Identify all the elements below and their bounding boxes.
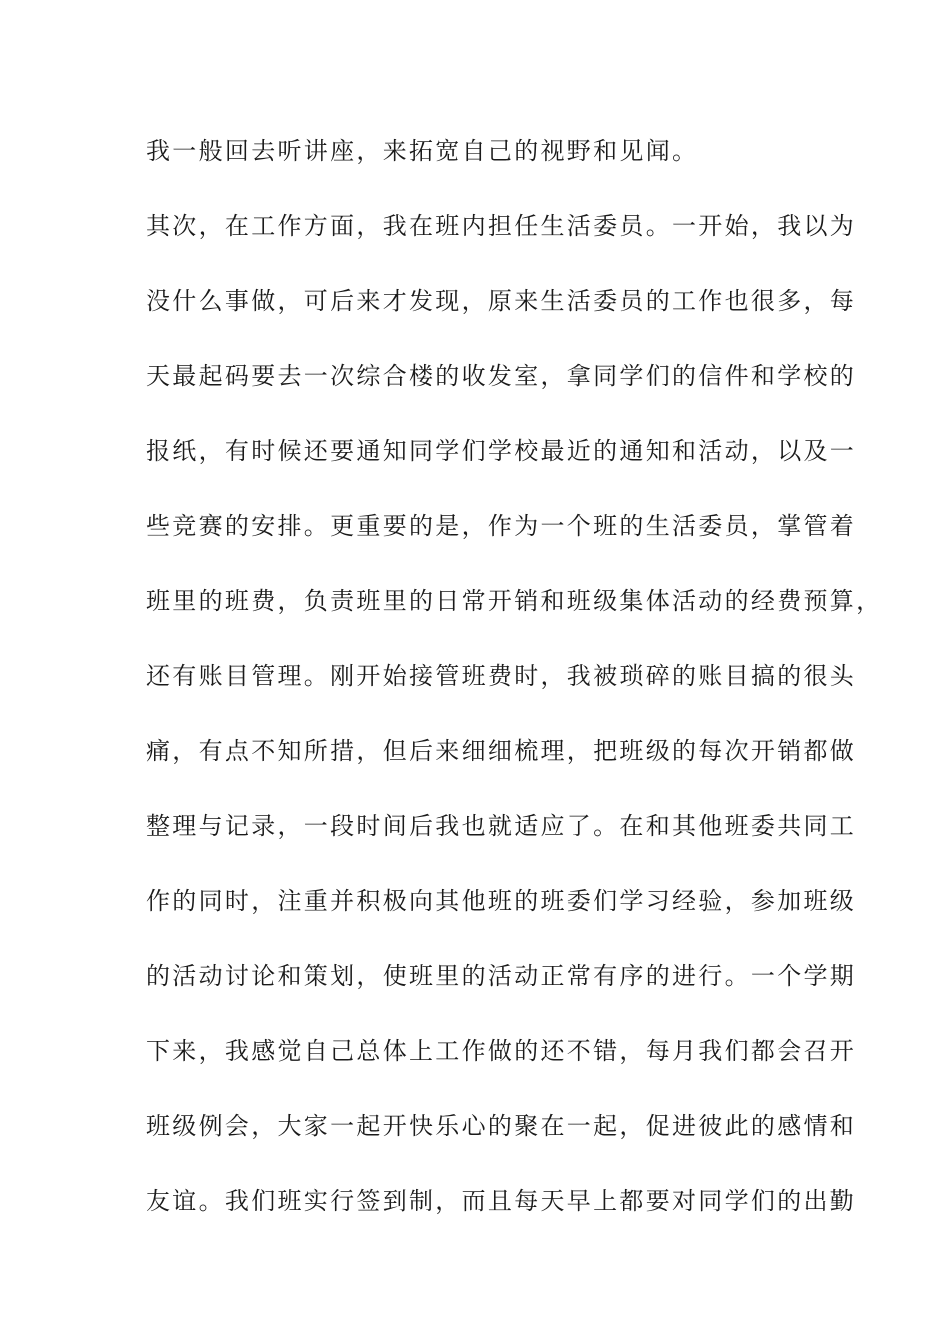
text-line: 其次，在工作方面，我在班内担任生活委员。一开始，我以为 [146,212,857,240]
text-line: 天最起码要去一次综合楼的收发室，拿同学们的信件和学校的 [146,362,857,390]
text-line: 没什么事做，可后来才发现，原来生活委员的工作也很多，每 [146,287,857,315]
text-line: 班里的班费，负责班里的日常开销和班级集体活动的经费预算， [146,587,883,615]
text-line: 作的同时，注重并积极向其他班的班委们学习经验，参加班级 [146,887,857,915]
text-line: 班级例会，大家一起开快乐心的聚在一起，促进彼此的感情和 [146,1112,857,1140]
text-line: 些竞赛的安排。更重要的是，作为一个班的生活委员，掌管着 [146,512,857,540]
text-line: 的活动讨论和策划，使班里的活动正常有序的进行。一个学期 [146,962,857,990]
text-line: 整理与记录，一段时间后我也就适应了。在和其他班委共同工 [146,812,857,840]
text-line: 友谊。我们班实行签到制，而且每天早上都要对同学们的出勤 [146,1187,857,1215]
text-line: 我一般回去听讲座，来拓宽自己的视野和见闻。 [146,137,699,165]
text-line: 下来，我感觉自己总体上工作做的还不错，每月我们都会召开 [146,1037,857,1065]
text-line: 还有账目管理。刚开始接管班费时，我被琐碎的账目搞的很头 [146,662,857,690]
text-line: 报纸，有时候还要通知同学们学校最近的通知和活动，以及一 [146,437,857,465]
text-line: 痛，有点不知所措，但后来细细梳理，把班级的每次开销都做 [146,737,857,765]
